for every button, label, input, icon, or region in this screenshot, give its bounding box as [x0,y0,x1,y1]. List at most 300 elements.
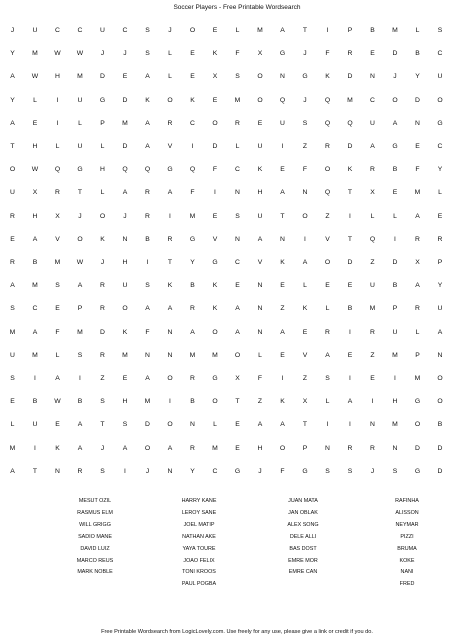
word-list-item: JOEL MATIP [183,521,215,528]
grid-cell: Y [10,96,15,104]
grid-cell: N [167,467,173,475]
grid-cell: K [100,235,105,243]
grid-cell: E [392,189,398,197]
grid-cell: E [280,166,285,174]
grid-cell: L [55,351,60,359]
grid-cell: P [347,27,353,34]
grid-cell: H [32,212,38,220]
grid-cell: B [32,398,38,406]
grid-cell: A [77,444,83,452]
grid-cell: M [122,351,128,359]
grid-cell: H [55,73,60,81]
grid-cell: S [235,212,240,220]
grid-cell: O [392,96,398,104]
grid-cell: X [370,189,375,197]
grid-cell: X [302,398,308,406]
grid-cell: Q [144,166,151,174]
grid-cell: E [415,143,420,150]
grid-cell: M [54,259,61,266]
grid-cell: Y [190,467,195,475]
grid-cell: D [392,259,398,266]
grid-cell: U [10,189,15,197]
grid-cell: M [77,328,83,336]
grid-cell: D [437,467,443,475]
grid-cell: L [168,73,172,81]
grid-cell: N [415,119,420,127]
grid-cell: M [32,282,38,290]
grid-cell: K [280,398,285,406]
grid-cell: M [414,189,421,197]
grid-cell: T [235,398,240,406]
grid-cell: L [415,328,420,336]
grid-cell: Y [437,282,443,290]
grid-cell: J [303,96,307,104]
grid-cell: M [32,351,38,359]
grid-cell: M [32,50,38,58]
grid-cell: T [10,143,15,150]
grid-cell: F [302,166,308,174]
grid-cell: D [437,444,443,452]
word-list-item: FRED [399,581,415,588]
grid-cell: E [212,27,218,34]
grid-cell: N [437,351,443,359]
word-list-item: RASMUS ELM [77,509,113,516]
grid-cell: A [280,421,285,429]
grid-cell: T [302,27,308,34]
grid-cell: N [257,305,263,313]
grid-cell: Q [54,166,61,174]
grid-cell: O [122,305,128,313]
grid-cell: K [167,282,173,290]
grid-cell: H [257,444,263,452]
grid-cell: E [122,73,128,81]
grid-cell: O [234,351,241,359]
grid-cell: R [370,444,375,452]
grid-cell: E [370,50,375,58]
grid-cell: C [437,50,443,58]
grid-cell: R [100,282,105,290]
grid-cell: P [392,305,398,313]
grid-cell: E [325,282,330,290]
word-list-item: RAFINHA [395,498,419,504]
grid-cell: U [77,96,83,104]
grid-cell: K [122,328,128,336]
grid-cell: M [392,421,398,429]
grid-cell: L [235,27,240,34]
grid-cell: K [280,259,285,266]
grid-cell: O [212,398,218,406]
grid-cell: R [190,305,195,313]
grid-cell: R [145,189,150,197]
grid-cell: M [369,305,376,313]
grid-cell: U [370,282,375,290]
grid-cell: C [190,119,195,127]
grid-cell: E [347,282,353,290]
grid-cell: J [123,212,127,220]
grid-cell: L [235,143,240,150]
word-list-item: JAN OBLAK [288,509,318,516]
grid-cell: A [235,328,240,336]
word-list-item: JOAO FELIX [183,557,215,564]
grid-cell: G [302,467,308,475]
word-list-item: NATHAN AKE [182,533,216,540]
grid-cell: W [76,259,84,266]
grid-cell: E [10,235,15,243]
grid-cell: I [394,375,396,382]
grid-cell: A [280,328,285,336]
grid-cell: G [279,50,286,58]
grid-cell: D [212,143,218,150]
grid-cell: E [235,282,240,290]
grid-cell: I [79,375,81,382]
grid-cell: N [145,351,150,359]
grid-cell: R [100,351,105,359]
grid-cell: I [169,398,171,406]
grid-cell: L [303,282,307,290]
grid-cell: O [99,212,106,220]
grid-cell: U [437,73,443,81]
grid-cell: M [392,27,398,34]
grid-cell: G [212,259,218,266]
grid-cell: C [235,166,240,174]
grid-cell: X [212,73,218,81]
grid-cell: J [10,27,15,34]
grid-cell: T [100,421,105,429]
grid-cell: S [145,282,150,290]
grid-cell: A [122,189,128,197]
grid-cell: R [167,119,173,127]
grid-cell: A [10,119,15,127]
grid-cell: S [302,119,308,127]
grid-cell: X [415,259,420,266]
grid-cell: N [280,73,285,81]
grid-cell: M [257,27,263,34]
grid-cell: S [145,27,150,34]
grid-cell: S [347,467,353,475]
word-list-item: YAYA TOURE [182,545,216,552]
grid-cell: N [257,282,263,290]
grid-cell: I [304,235,306,243]
grid-cell: W [54,50,61,58]
grid-cell: G [99,96,106,104]
grid-cell: H [392,398,398,406]
grid-cell: J [100,444,105,452]
grid-cell: N [55,467,60,475]
grid-cell: D [145,421,150,429]
grid-cell: J [100,50,105,58]
grid-cell: A [32,235,38,243]
grid-cell: L [100,143,105,150]
grid-cell: Q [324,119,331,127]
grid-cell: J [145,467,150,475]
grid-cell: H [100,166,105,174]
grid-cell: I [281,375,284,382]
grid-cell: Q [189,166,196,174]
grid-cell: J [258,467,262,475]
grid-cell: M [234,96,241,104]
grid-cell: Z [257,398,263,406]
grid-cell: A [122,444,128,452]
grid-cell: S [10,375,15,382]
grid-cell: B [190,282,195,290]
word-list-item: LEROY SANE [181,509,217,516]
grid-cell: A [77,282,83,290]
word-list-item: TONI KROOS [182,569,216,576]
grid-cell: G [189,235,196,243]
grid-cell: L [258,351,262,359]
grid-cell: R [145,212,150,220]
grid-cell: Q [324,189,331,197]
grid-cell: S [10,305,15,313]
grid-cell: D [100,73,105,81]
grid-cell: M [189,212,196,220]
grid-cell: I [281,143,284,150]
grid-cell: O [144,444,151,452]
grid-cell: D [347,143,353,150]
grid-cell: Z [100,375,105,382]
grid-cell: B [392,166,398,174]
grid-cell: R [190,375,195,382]
grid-cell: E [212,212,218,220]
grid-cell: J [78,212,82,220]
grid-cell: V [302,351,308,359]
grid-cell: E [347,351,353,359]
grid-cell: K [257,166,263,174]
grid-cell: U [100,27,105,34]
grid-cell: R [77,467,83,475]
grid-cell: M [189,351,196,359]
grid-cell: A [415,212,420,220]
grid-cell: K [55,444,60,452]
grid-cell: A [32,328,38,336]
grid-cell: M [212,444,218,452]
grid-cell: E [190,73,195,81]
grid-cell: W [31,166,39,174]
grid-cell: X [257,50,263,58]
footer-credit: Free Printable Wordsearch from LogicLovely.com. Use freely for any use, please give a link or credit if you do. [101,629,373,635]
grid-cell: M [347,96,353,104]
grid-cell: A [145,305,150,313]
grid-cell: R [437,235,443,243]
grid-cell: A [392,119,398,127]
grid-cell: I [349,212,351,220]
grid-cell: T [347,189,353,197]
grid-cell: O [437,398,443,406]
grid-cell: U [257,212,263,220]
word-list-item: ALISSON [395,509,419,516]
grid-cell: V [55,235,60,243]
grid-cell: L [438,189,442,197]
grid-cell: R [325,328,330,336]
grid-cell: N [122,235,128,243]
grid-cell: W [76,50,84,58]
grid-cell: E [280,351,285,359]
grid-cell: I [124,467,126,475]
word-list-item: PAUL POGBA [181,581,217,588]
grid-cell: M [9,444,16,452]
grid-cell: Q [347,119,353,127]
grid-cell: R [55,189,60,197]
grid-cell: O [437,375,443,382]
grid-cell: S [392,467,398,475]
grid-cell: I [349,421,351,429]
grid-cell: O [279,444,286,452]
word-list-item: MESUT OZIL [78,498,112,504]
grid-cell: O [9,166,16,174]
grid-cell: O [167,375,173,382]
grid-cell: L [33,96,37,104]
grid-cell: E [190,50,195,58]
grid-cell: A [77,421,83,429]
grid-cell: C [235,259,240,266]
grid-cell: S [325,467,330,475]
grid-cell: I [56,96,59,104]
grid-cell: R [415,235,420,243]
grid-cell: A [235,305,240,313]
grid-cell: L [213,421,217,429]
grid-cell: B [32,259,38,266]
word-list-item: MARCO REUS [76,557,114,564]
grid-cell: T [77,189,83,197]
grid-cell: L [10,421,15,429]
word-list-item: BRUMA [397,545,417,552]
grid-cell: S [55,282,60,290]
grid-cell: W [31,73,39,81]
grid-cell: N [167,328,173,336]
grid-cell: S [437,27,443,34]
grid-cell: R [347,50,353,58]
grid-cell: S [100,467,105,475]
grid-cell: R [10,259,15,266]
word-list-item: PIZZI [400,533,414,540]
grid-cell: R [370,328,375,336]
grid-cell: R [325,143,330,150]
grid-cell: A [167,444,173,452]
grid-cell: I [146,259,149,266]
grid-cell: A [55,375,60,382]
grid-cell: J [123,50,127,58]
grid-cell: K [212,305,218,313]
grid-cell: Z [370,259,375,266]
grid-cell: V [212,235,218,243]
grid-cell: J [393,73,397,81]
grid-cell: G [77,166,83,174]
word-list-item: SADIO MANE [78,533,112,540]
grid-cell: I [214,189,216,197]
grid-cell: V [325,235,330,243]
grid-cell: F [415,166,420,174]
grid-cell: G [392,143,398,150]
grid-cell: M [77,73,83,81]
grid-cell: M [144,398,151,406]
grid-cell: A [10,282,15,290]
grid-cell: B [437,421,443,429]
grid-cell: M [392,351,398,359]
grid-cell: L [325,305,330,313]
grid-cell: E [122,375,128,382]
grid-cell: V [167,143,173,150]
grid-cell: W [54,398,61,406]
grid-cell: R [347,444,353,452]
grid-cell: E [370,375,375,382]
word-list-item: KOKE [399,557,415,564]
grid-cell: L [100,189,105,197]
grid-cell: M [212,351,218,359]
grid-cell: S [325,375,330,382]
grid-cell: I [394,235,396,243]
grid-cell: O [189,27,196,34]
grid-cell: V [257,259,263,266]
word-list-item: EMRE MOR [288,557,318,564]
grid-cell: D [415,444,420,452]
grid-cell: S [100,398,105,406]
grid-cell: S [122,421,128,429]
word-list-item: MARK NOBLE [77,569,113,576]
grid-cell: U [77,143,83,150]
grid-cell: A [347,398,353,406]
grid-cell: A [325,351,330,359]
grid-cell: P [437,259,443,266]
grid-cell: E [235,421,240,429]
grid-cell: D [347,259,353,266]
grid-cell: P [77,305,83,313]
grid-cell: D [122,143,128,150]
grid-cell: G [437,119,443,127]
grid-cell: O [257,73,263,81]
grid-cell: B [77,398,83,406]
word-list-item: HARRY KANE [181,498,217,504]
grid-cell: H [257,189,263,197]
word-list-item: NEYMAR [395,521,419,528]
grid-cell: A [302,259,308,266]
grid-cell: N [280,235,285,243]
grid-cell: C [212,467,218,475]
grid-cell: L [393,212,397,220]
grid-cell: G [234,467,241,475]
grid-cell: B [392,282,398,290]
grid-cell: Y [415,73,420,81]
grid-cell: C [32,305,38,313]
grid-cell: O [414,421,421,429]
grid-cell: U [437,305,443,313]
grid-cell: A [257,421,263,429]
grid-cell: T [280,212,285,220]
grid-cell: N [325,444,330,452]
grid-cell: E [257,119,263,127]
grid-cell: A [145,375,150,382]
grid-cell: B [415,50,420,58]
grid-cell: I [349,375,351,382]
grid-cell: G [302,73,308,81]
grid-cell: N [370,73,375,81]
grid-cell: N [257,328,263,336]
grid-cell: Y [437,166,443,174]
grid-cell: R [235,119,240,127]
page-title: Soccer Players - Free Printable Wordsearch [173,4,301,11]
grid-cell: O [77,235,83,243]
grid-cell: Z [325,212,330,220]
grid-cell: M [9,328,16,336]
grid-cell: C [370,96,375,104]
grid-cell: R [190,444,195,452]
grid-cell: T [347,235,353,243]
grid-cell: J [168,27,172,34]
grid-cell: L [55,143,60,150]
grid-cell: U [32,421,38,429]
grid-cell: D [392,50,398,58]
grid-cell: I [326,421,329,429]
grid-cell: D [122,96,128,104]
